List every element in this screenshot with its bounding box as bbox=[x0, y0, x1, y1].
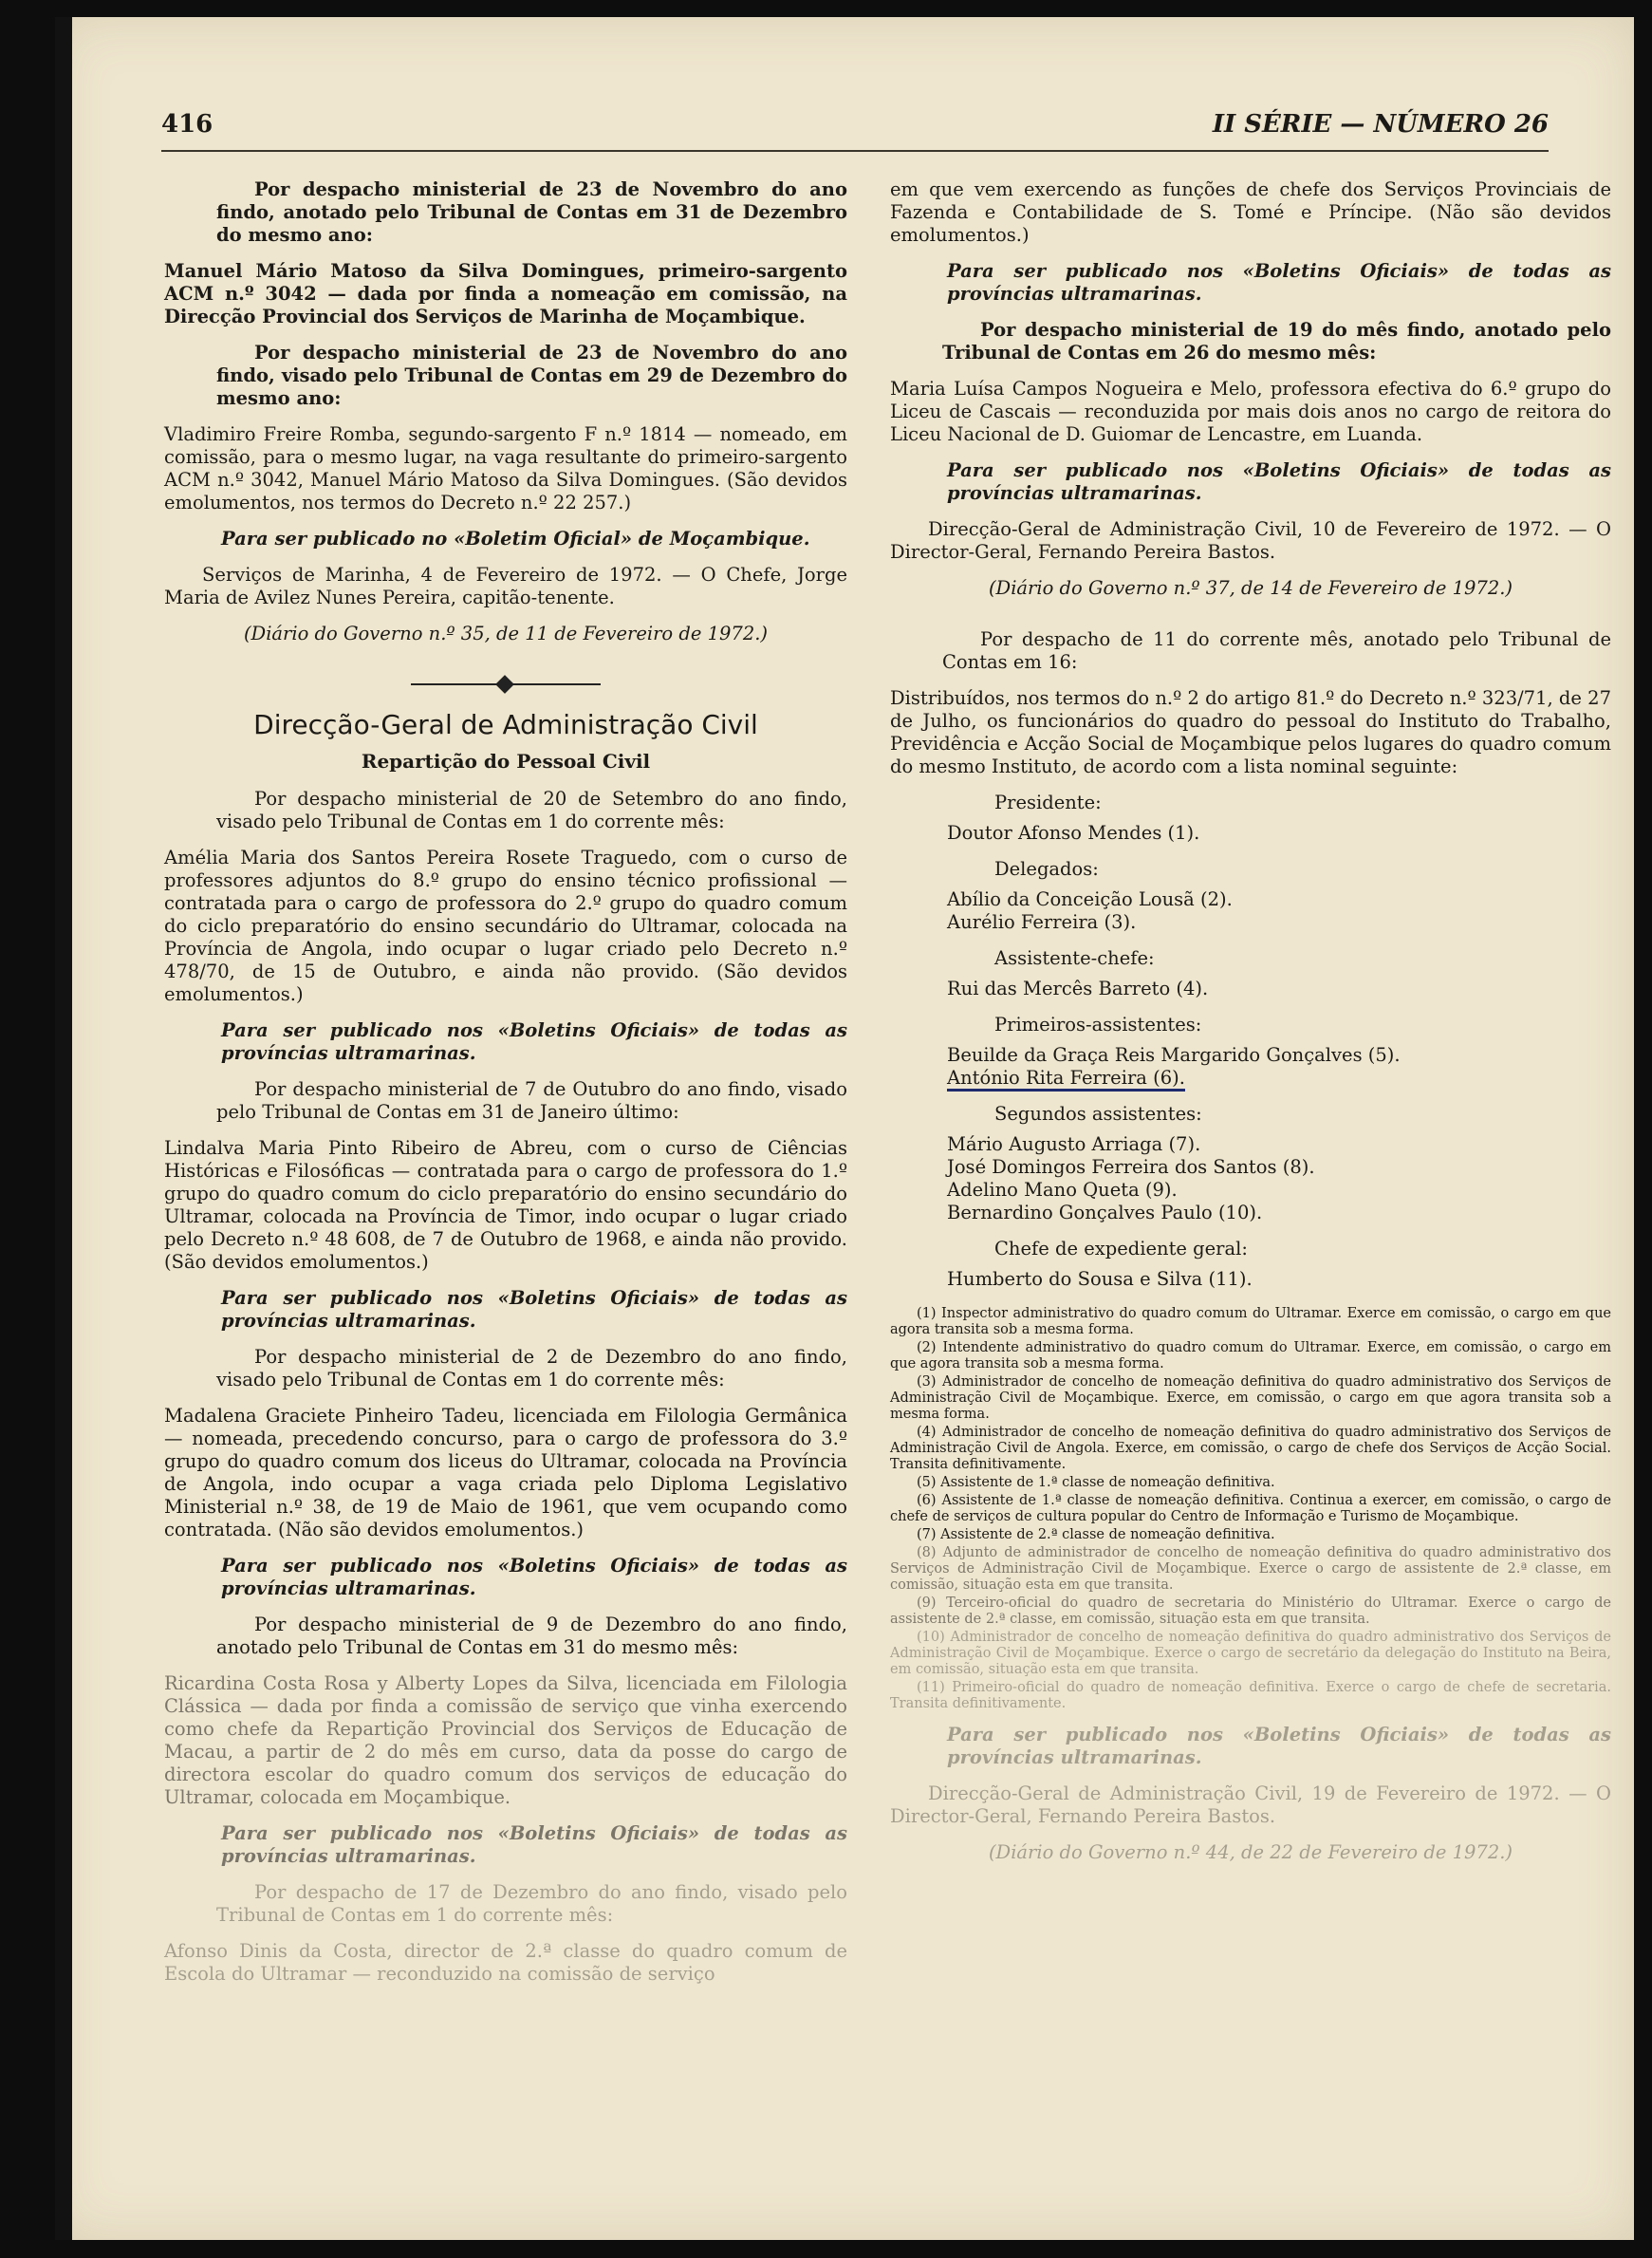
footnote: (5) Assistente de 1.ª classe de nomeação definitiva. bbox=[917, 1475, 1275, 1490]
dispatch-intro: Por despacho ministerial de 9 de Dezembro do ano findo, anotado pelo Tribunal de Contas em 31 do mesmo mês: bbox=[216, 1614, 847, 1658]
list-item: Rui das Mercês Barreto (4). bbox=[947, 978, 1209, 999]
page-number: 416 bbox=[161, 110, 213, 139]
page-header bbox=[161, 93, 1549, 152]
list-item: Beuilde da Graça Reis Margarido Gonçalves (5). bbox=[947, 1044, 1401, 1066]
list-item bbox=[890, 1067, 1611, 1090]
dispatch-intro: Por despacho de 11 do corrente mês, anotado pelo Tribunal de Contas em 16: bbox=[942, 628, 1611, 673]
footnote: (9) Terceiro-oficial do quadro de secretaria do Ministério do Ultramar. Exerce o cargo de assistente de 2.ª classe, em comissão, situação esta em que transita. bbox=[890, 1596, 1611, 1627]
list-item: Adelino Mano Queta (9). bbox=[947, 1179, 1178, 1201]
list-item: José Domingos Ferreira dos Santos (8). bbox=[947, 1156, 1315, 1178]
staff-list bbox=[890, 792, 1611, 1291]
section-title: Direcção-Geral de Administração Civil bbox=[253, 709, 758, 740]
binding-edge bbox=[55, 17, 72, 2240]
dispatch-entry: Afonso Dinis da Costa, director de 2.ª classe do quadro comum de Escola do Ultramar — reconduzido na comissão de serviço bbox=[164, 1940, 847, 1985]
publication-note: Para ser publicado nos «Boletins Oficiais» de todas as províncias ultramarinas. bbox=[947, 459, 1611, 504]
list-item: Abílio da Conceição Lousã (2). bbox=[947, 888, 1233, 910]
footnote: (2) Intendente administrativo do quadro comum do Ultramar. Exerce, em comissão, o cargo em que agora transita sob a mesma forma. bbox=[890, 1340, 1611, 1372]
signature: Serviços de Marinha, 4 de Fevereiro de 1972. — O Chefe, Jorge Maria de Avilez Nunes Pereira, capitão-tenente. bbox=[164, 564, 847, 608]
dispatch-entry: Maria Luísa Campos Nogueira e Melo, professora efectiva do 6.º grupo do Liceu de Cascais — reconduzida por mais dois anos no cargo de reitora do Liceu Nacional de D. Guiomar de Lencastre, em Luanda. bbox=[890, 378, 1611, 445]
list-item: Doutor Afonso Mendes (1). bbox=[947, 822, 1200, 844]
dispatch-intro: Por despacho ministerial de 23 de Novembro do ano findo, anotado pelo Tribunal de Contas em 31 de Dezembro do mesmo ano: bbox=[216, 178, 847, 246]
list-heading: Segundos assistentes: bbox=[994, 1103, 1202, 1125]
footnote: (8) Adjunto de administrador de concelho de nomeação definitiva do quadro administrativo dos Serviços de Administração Civil de Moçambique. Exerce o cargo de assistente de 2.ª classe, em comissão, situação esta em que transita. bbox=[890, 1545, 1611, 1593]
underlined-name: António Rita Ferreira (6). bbox=[947, 1067, 1185, 1092]
list-item: Humberto do Sousa e Silva (11). bbox=[947, 1268, 1253, 1290]
list-item: Aurélio Ferreira (3). bbox=[947, 911, 1137, 933]
footnote: (4) Administrador de concelho de nomeação definitiva do quadro administrativo dos Serviços de Administração Civil de Angola. Exerce, em comissão, o cargo de chefe dos Serviços de Acção Social. Transita definitivamente. bbox=[890, 1425, 1611, 1472]
publication-note: Para ser publicado nos «Boletins Oficiais» de todas as províncias ultramarinas. bbox=[947, 1724, 1611, 1768]
dispatch-entry: Madalena Graciete Pinheiro Tadeu, licenciada em Filologia Germânica — nomeada, precedendo concurso, para o cargo de professora do 3.º grupo do quadro comum dos liceus do Ultramar, colocada na Província de Angola, indo ocupar a vaga criada pelo Diploma Legislativo Ministerial n.º 38, de 19 de Maio de 1961, que vem ocupando como contratada. (Não são devidos emolumentos.) bbox=[164, 1405, 847, 1540]
footnotes bbox=[890, 1306, 1611, 1712]
publication-note: Para ser publicado nos «Boletins Oficiais» de todas as províncias ultramarinas. bbox=[221, 1287, 847, 1332]
footnote: (10) Administrador de concelho de nomeação definitiva do quadro administrativo dos Serviços de Administração Civil de Moçambique. Exerce o cargo de secretário da delegação do Instituto na Beira, em comissão, situação esta em que transita. bbox=[890, 1630, 1611, 1677]
list-item: Bernardino Gonçalves Paulo (10). bbox=[947, 1202, 1263, 1223]
dispatch-intro: Por despacho de 17 de Dezembro do ano findo, visado pelo Tribunal de Contas em 1 do corrente mês: bbox=[216, 1881, 847, 1926]
publication-note: Para ser publicado nos «Boletins Oficiais» de todas as províncias ultramarinas. bbox=[221, 1555, 847, 1599]
signature: Direcção-Geral de Administração Civil, 10 de Fevereiro de 1972. — O Director-Geral, Fernando Pereira Bastos. bbox=[890, 518, 1611, 563]
source-reference: (Diário do Governo n.º 35, de 11 de Fevereiro de 1972.) bbox=[243, 623, 769, 644]
list-heading: Delegados: bbox=[994, 858, 1099, 880]
list-heading: Assistente-chefe: bbox=[994, 947, 1155, 969]
list-heading: Chefe de expediente geral: bbox=[994, 1238, 1248, 1260]
dispatch-entry: Amélia Maria dos Santos Pereira Rosete Traguedo, com o curso de professores adjuntos do 8.º grupo do ensino técnico profissional — contratada para o cargo de professora do 2.º grupo do quadro comum do ciclo preparatório do ensino secundário do Ultramar, colocada na Província de Angola, indo ocupar o lugar criado pelo Decreto n.º 478/70, de 15 de Outubro, e ainda não provido. (São devidos emolumentos.) bbox=[164, 847, 847, 1005]
dispatch-intro: Por despacho ministerial de 2 de Dezembro do ano findo, visado pelo Tribunal de Contas em 1 do corrente mês: bbox=[216, 1346, 847, 1390]
publication-note: Para ser publicado nos «Boletins Oficiais» de todas as províncias ultramarinas. bbox=[221, 1019, 847, 1064]
footnote: (11) Primeiro-oficial do quadro de nomeação definitiva. Exerce o cargo de chefe de secretaria. Transita definitivamente. bbox=[890, 1680, 1611, 1711]
section-divider bbox=[411, 683, 601, 685]
dispatch-intro: Por despacho ministerial de 19 do mês findo, anotado pelo Tribunal de Contas em 26 do mesmo mês: bbox=[942, 319, 1611, 364]
subsection-title: Repartição do Pessoal Civil bbox=[361, 750, 651, 773]
list-heading: Presidente: bbox=[994, 792, 1102, 813]
publication-note: Para ser publicado nos «Boletins Oficiais» de todas as províncias ultramarinas. bbox=[221, 1822, 847, 1867]
dispatch-entry: Vladimiro Freire Romba, segundo-sargento F n.º 1814 — nomeado, em comissão, para o mesmo lugar, na vaga resultante do primeiro-sargento ACM n.º 3042, Manuel Mário Matoso da Silva Domingues. (São devidos emolumentos, nos termos do Decreto n.º 22 257.) bbox=[164, 423, 847, 513]
list-heading: Primeiros-assistentes: bbox=[994, 1014, 1202, 1036]
dispatch-intro: Por despacho ministerial de 20 de Setembro do ano findo, visado pelo Tribunal de Contas em 1 do corrente mês: bbox=[216, 788, 847, 832]
dispatch-intro: Por despacho ministerial de 23 de Novembro do ano findo, visado pelo Tribunal de Contas em 29 de Dezembro do mesmo ano: bbox=[216, 342, 847, 409]
footnote: (1) Inspector administrativo do quadro comum do Ultramar. Exerce em comissão, o cargo em que agora transita sob a mesma forma. bbox=[890, 1306, 1611, 1337]
dispatch-entry: Lindalva Maria Pinto Ribeiro de Abreu, com o curso de Ciências Históricas e Filosóficas — contratada para o cargo de professora do 1.º grupo do quadro comum do ciclo preparatório do ensino secundário do Ultramar, colocada na Província de Timor, indo ocupar o lugar criado pelo Decreto n.º 48 608, de 7 de Outubro de 1968, e ainda não provido. (São devidos emolumentos.) bbox=[164, 1137, 847, 1273]
source-reference: (Diário do Governo n.º 44, de 22 de Fevereiro de 1972.) bbox=[988, 1841, 1513, 1863]
dispatch-entry: em que vem exercendo as funções de chefe dos Serviços Provinciais de Fazenda e Contabilidade de S. Tomé e Príncipe. (Não são devidos emolumentos.) bbox=[890, 178, 1611, 246]
dispatch-entry: Distribuídos, nos termos do n.º 2 do artigo 81.º do Decreto n.º 323/71, de 27 de Julho, os funcionários do quadro do pessoal do Instituto do Trabalho, Previdência e Acção Social de Moçambique pelos lugares do quadro comum do mesmo Instituto, de acordo com a lista nominal seguinte: bbox=[890, 687, 1611, 777]
dispatch-entry: Manuel Mário Matoso da Silva Domingues, primeiro-sargento ACM n.º 3042 — dada por finda a nomeação em comissão, na Direcção Provincial dos Serviços de Marinha de Moçambique. bbox=[164, 260, 847, 327]
dispatch-intro: Por despacho ministerial de 7 de Outubro do ano findo, visado pelo Tribunal de Contas em 31 de Janeiro último: bbox=[216, 1078, 847, 1123]
publication-note: Para ser publicado no «Boletim Oficial» de Moçambique. bbox=[221, 528, 810, 550]
signature: Direcção-Geral de Administração Civil, 19 de Fevereiro de 1972. — O Director-Geral, Fernando Pereira Bastos. bbox=[890, 1782, 1611, 1827]
footnote: (7) Assistente de 2.ª classe de nomeação definitiva. bbox=[917, 1527, 1275, 1542]
document-page bbox=[55, 17, 1634, 2240]
list-item: Mário Augusto Arriaga (7). bbox=[947, 1133, 1201, 1155]
footnote: (3) Administrador de concelho de nomeação definitiva do quadro administrativo dos Serviços de Administração Civil de Moçambique. Exerce, em comissão, o cargo em que agora transita sob a mesma forma. bbox=[890, 1374, 1611, 1422]
publication-note: Para ser publicado nos «Boletins Oficiais» de todas as províncias ultramarinas. bbox=[947, 260, 1611, 305]
left-column bbox=[164, 178, 847, 1999]
dispatch-entry: Ricardina Costa Rosa y Alberty Lopes da Silva, licenciada em Filologia Clássica — dada por finda a comissão de serviço que vinha exercendo como chefe da Repartição Provincial dos Serviços de Educação de Macau, a partir de 2 do mês em curso, data da posse do cargo de directora escolar do quadro comum dos serviços de educação do Ultramar, colocada em Moçambique. bbox=[164, 1672, 847, 1808]
footnote: (6) Assistente de 1.ª classe de nomeação definitiva. Continua a exercer, em comissão, o cargo de chefe de serviços de cultura popular do Centro de Informação e Turismo de Moçambique. bbox=[890, 1493, 1611, 1524]
series-number: II SÉRIE — NÚMERO 26 bbox=[1212, 110, 1549, 139]
right-column bbox=[890, 178, 1611, 1877]
source-reference: (Diário do Governo n.º 37, de 14 de Fevereiro de 1972.) bbox=[988, 577, 1513, 599]
